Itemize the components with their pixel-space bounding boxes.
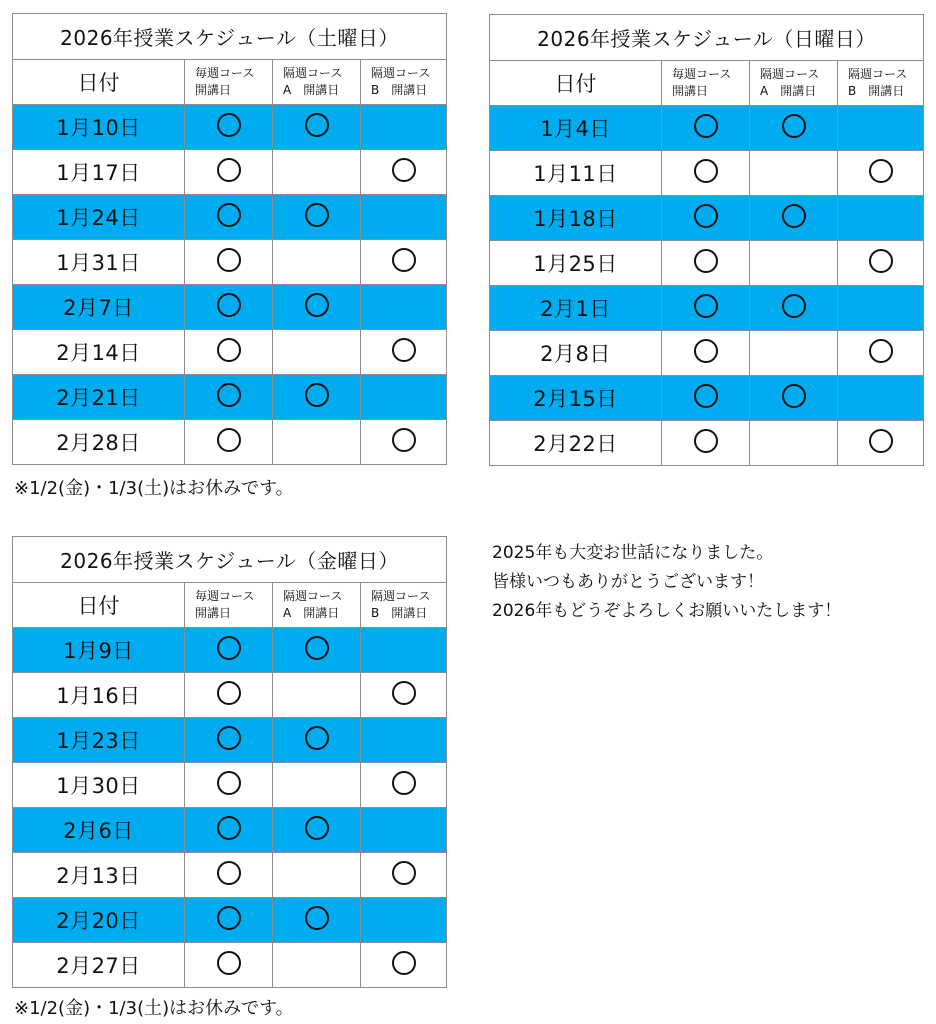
cell-weekly xyxy=(185,240,273,285)
header-biweekly-b xyxy=(361,60,447,105)
cell-weekly xyxy=(662,151,750,196)
table-row xyxy=(13,808,447,853)
circle-mark-icon xyxy=(869,159,893,183)
table-header-row xyxy=(13,583,447,628)
cell-a xyxy=(750,241,838,286)
circle-mark-icon xyxy=(305,113,329,137)
table-row xyxy=(13,853,447,898)
cell-b xyxy=(361,330,447,375)
cell-a xyxy=(750,421,838,466)
cell-a xyxy=(750,331,838,376)
table-row xyxy=(13,285,447,330)
circle-mark-icon xyxy=(694,339,718,363)
row-date: 1月30日 xyxy=(13,763,185,808)
circle-mark-icon xyxy=(694,159,718,183)
cell-weekly xyxy=(185,105,273,150)
circle-mark-icon xyxy=(694,249,718,273)
cell-b xyxy=(838,151,924,196)
circle-mark-icon xyxy=(392,771,416,795)
header-biweekly-a-line: A 開講日 xyxy=(283,83,340,97)
circle-mark-icon xyxy=(217,338,241,362)
cell-a xyxy=(273,150,361,195)
cell-weekly xyxy=(662,286,750,331)
circle-mark-icon xyxy=(392,338,416,362)
holiday-note-saturday: ※1/2(金)・1/3(土)はお休みです。 xyxy=(14,478,294,499)
cell-b xyxy=(838,376,924,421)
table-header-row xyxy=(13,60,447,105)
header-weekly-course-line: 開講日 xyxy=(195,606,232,620)
cell-b xyxy=(838,331,924,376)
header-biweekly-a-line: 隔週コース xyxy=(283,589,343,603)
circle-mark-icon xyxy=(694,204,718,228)
table-title-row xyxy=(490,15,924,61)
cell-b xyxy=(361,628,447,673)
table-row xyxy=(13,420,447,465)
cell-a xyxy=(750,106,838,151)
cell-b xyxy=(361,420,447,465)
circle-mark-icon xyxy=(217,428,241,452)
circle-mark-icon xyxy=(782,204,806,228)
circle-mark-icon xyxy=(217,906,241,930)
cell-a xyxy=(273,673,361,718)
circle-mark-icon xyxy=(217,158,241,182)
circle-mark-icon xyxy=(305,203,329,227)
circle-mark-icon xyxy=(869,339,893,363)
table-row xyxy=(490,286,924,331)
circle-mark-icon xyxy=(217,681,241,705)
table-row xyxy=(13,763,447,808)
table-row xyxy=(13,718,447,763)
header-biweekly-b xyxy=(838,61,924,106)
table-title-row xyxy=(13,537,447,583)
cell-a xyxy=(273,240,361,285)
header-biweekly-a-line: A 開講日 xyxy=(760,84,817,98)
holiday-note-friday: ※1/2(金)・1/3(土)はお休みです。 xyxy=(14,998,294,1019)
table-row xyxy=(490,331,924,376)
circle-mark-icon xyxy=(694,114,718,138)
cell-b xyxy=(361,853,447,898)
table-title: 2026年授業スケジュール（日曜日） xyxy=(490,15,924,61)
row-date: 1月10日 xyxy=(13,105,185,150)
circle-mark-icon xyxy=(217,861,241,885)
cell-b xyxy=(361,808,447,853)
table-title: 2026年授業スケジュール（金曜日） xyxy=(13,537,447,583)
header-biweekly-b-line: 隔週コース xyxy=(371,589,431,603)
circle-mark-icon xyxy=(305,906,329,930)
circle-mark-icon xyxy=(782,294,806,318)
cell-a xyxy=(273,628,361,673)
schedule-table-sunday xyxy=(489,14,924,466)
row-date: 2月15日 xyxy=(490,376,662,421)
cell-b xyxy=(361,763,447,808)
cell-weekly xyxy=(185,150,273,195)
cell-a xyxy=(750,151,838,196)
cell-b xyxy=(838,286,924,331)
schedule-table-friday xyxy=(12,536,447,988)
header-biweekly-b-line: B 開講日 xyxy=(371,606,428,620)
cell-weekly xyxy=(185,628,273,673)
row-date: 1月11日 xyxy=(490,151,662,196)
header-biweekly-a xyxy=(273,583,361,628)
cell-weekly xyxy=(662,376,750,421)
greeting-line: 皆様いつもありがとうございます！ xyxy=(492,572,764,592)
cell-b xyxy=(361,943,447,988)
header-date: 日付 xyxy=(13,583,185,628)
circle-mark-icon xyxy=(392,861,416,885)
table-row xyxy=(13,330,447,375)
table-row xyxy=(490,151,924,196)
cell-b xyxy=(838,196,924,241)
circle-mark-icon xyxy=(694,384,718,408)
circle-mark-icon xyxy=(217,816,241,840)
row-date: 2月22日 xyxy=(490,421,662,466)
circle-mark-icon xyxy=(305,726,329,750)
cell-b xyxy=(361,240,447,285)
header-biweekly-a xyxy=(750,61,838,106)
cell-weekly xyxy=(185,763,273,808)
circle-mark-icon xyxy=(217,636,241,660)
cell-a xyxy=(273,943,361,988)
header-weekly-course-line: 毎週コース xyxy=(195,66,255,80)
row-date: 2月7日 xyxy=(13,285,185,330)
circle-mark-icon xyxy=(217,383,241,407)
cell-b xyxy=(838,106,924,151)
header-biweekly-a-line: 隔週コース xyxy=(283,66,343,80)
row-date: 1月18日 xyxy=(490,196,662,241)
circle-mark-icon xyxy=(869,249,893,273)
table-title-row xyxy=(13,14,447,60)
table-header-row xyxy=(490,61,924,106)
circle-mark-icon xyxy=(217,113,241,137)
header-weekly-course-line: 開講日 xyxy=(672,84,709,98)
cell-b xyxy=(361,898,447,943)
header-date: 日付 xyxy=(13,60,185,105)
table-row xyxy=(13,105,447,150)
row-date: 1月31日 xyxy=(13,240,185,285)
circle-mark-icon xyxy=(392,681,416,705)
header-biweekly-b-line: 隔週コース xyxy=(848,67,908,81)
cell-weekly xyxy=(185,718,273,763)
cell-b xyxy=(361,150,447,195)
cell-b xyxy=(838,241,924,286)
header-weekly-course-line: 毎週コース xyxy=(195,589,255,603)
cell-b xyxy=(361,285,447,330)
circle-mark-icon xyxy=(694,429,718,453)
schedule-table-saturday xyxy=(12,13,447,465)
row-date: 2月6日 xyxy=(13,808,185,853)
cell-weekly xyxy=(185,330,273,375)
circle-mark-icon xyxy=(217,203,241,227)
table-row xyxy=(13,628,447,673)
greeting-line: 2026年もどうぞよろしくお願いいたします！ xyxy=(492,601,842,621)
row-date: 1月16日 xyxy=(13,673,185,718)
cell-b xyxy=(361,195,447,240)
table-row xyxy=(13,195,447,240)
circle-mark-icon xyxy=(305,383,329,407)
cell-a xyxy=(273,853,361,898)
cell-weekly xyxy=(185,285,273,330)
cell-weekly xyxy=(185,195,273,240)
cell-a xyxy=(273,808,361,853)
circle-mark-icon xyxy=(217,771,241,795)
row-date: 2月20日 xyxy=(13,898,185,943)
row-date: 2月21日 xyxy=(13,375,185,420)
cell-weekly xyxy=(662,331,750,376)
cell-a xyxy=(273,718,361,763)
row-date: 1月4日 xyxy=(490,106,662,151)
header-biweekly-a-line: A 開講日 xyxy=(283,606,340,620)
row-date: 2月13日 xyxy=(13,853,185,898)
table-row xyxy=(13,943,447,988)
circle-mark-icon xyxy=(782,114,806,138)
cell-a xyxy=(273,105,361,150)
cell-a xyxy=(750,376,838,421)
table-row xyxy=(13,240,447,285)
cell-b xyxy=(361,718,447,763)
cell-a xyxy=(750,196,838,241)
greeting-line: 2025年も大変お世話になりました。 xyxy=(492,543,774,563)
row-date: 2月27日 xyxy=(13,943,185,988)
header-biweekly-a xyxy=(273,60,361,105)
table-row xyxy=(490,376,924,421)
cell-weekly xyxy=(662,196,750,241)
cell-a xyxy=(273,195,361,240)
cell-weekly xyxy=(662,106,750,151)
table-row xyxy=(490,106,924,151)
circle-mark-icon xyxy=(217,726,241,750)
header-biweekly-b xyxy=(361,583,447,628)
header-biweekly-a-line: 隔週コース xyxy=(760,67,820,81)
circle-mark-icon xyxy=(694,294,718,318)
cell-weekly xyxy=(662,241,750,286)
cell-weekly xyxy=(185,853,273,898)
table-row xyxy=(490,196,924,241)
cell-a xyxy=(273,763,361,808)
circle-mark-icon xyxy=(392,248,416,272)
table-row xyxy=(13,150,447,195)
circle-mark-icon xyxy=(305,636,329,660)
circle-mark-icon xyxy=(392,428,416,452)
cell-weekly xyxy=(185,375,273,420)
table-row xyxy=(13,898,447,943)
header-weekly-course-line: 毎週コース xyxy=(672,67,732,81)
row-date: 2月28日 xyxy=(13,420,185,465)
row-date: 1月24日 xyxy=(13,195,185,240)
header-weekly-course xyxy=(662,61,750,106)
header-weekly-course-line: 開講日 xyxy=(195,83,232,97)
row-date: 1月17日 xyxy=(13,150,185,195)
cell-a xyxy=(273,375,361,420)
header-weekly-course xyxy=(185,60,273,105)
circle-mark-icon xyxy=(217,248,241,272)
cell-weekly xyxy=(662,421,750,466)
greeting-message xyxy=(492,539,841,626)
cell-weekly xyxy=(185,673,273,718)
cell-a xyxy=(750,286,838,331)
cell-a xyxy=(273,285,361,330)
circle-mark-icon xyxy=(392,158,416,182)
cell-weekly xyxy=(185,808,273,853)
header-date: 日付 xyxy=(490,61,662,106)
cell-weekly xyxy=(185,898,273,943)
table-row xyxy=(490,421,924,466)
circle-mark-icon xyxy=(869,429,893,453)
table-title: 2026年授業スケジュール（土曜日） xyxy=(13,14,447,60)
header-biweekly-b-line: 隔週コース xyxy=(371,66,431,80)
header-biweekly-b-line: B 開講日 xyxy=(371,83,428,97)
circle-mark-icon xyxy=(217,951,241,975)
table-row xyxy=(490,241,924,286)
circle-mark-icon xyxy=(217,293,241,317)
cell-a xyxy=(273,898,361,943)
row-date: 2月14日 xyxy=(13,330,185,375)
header-weekly-course xyxy=(185,583,273,628)
cell-a xyxy=(273,330,361,375)
circle-mark-icon xyxy=(305,816,329,840)
circle-mark-icon xyxy=(305,293,329,317)
row-date: 1月9日 xyxy=(13,628,185,673)
cell-weekly xyxy=(185,943,273,988)
cell-b xyxy=(361,673,447,718)
table-row xyxy=(13,673,447,718)
cell-weekly xyxy=(185,420,273,465)
circle-mark-icon xyxy=(392,951,416,975)
header-biweekly-b-line: B 開講日 xyxy=(848,84,905,98)
circle-mark-icon xyxy=(782,384,806,408)
row-date: 1月25日 xyxy=(490,241,662,286)
cell-a xyxy=(273,420,361,465)
table-row xyxy=(13,375,447,420)
row-date: 1月23日 xyxy=(13,718,185,763)
row-date: 2月1日 xyxy=(490,286,662,331)
cell-b xyxy=(838,421,924,466)
cell-b xyxy=(361,375,447,420)
cell-b xyxy=(361,105,447,150)
row-date: 2月8日 xyxy=(490,331,662,376)
